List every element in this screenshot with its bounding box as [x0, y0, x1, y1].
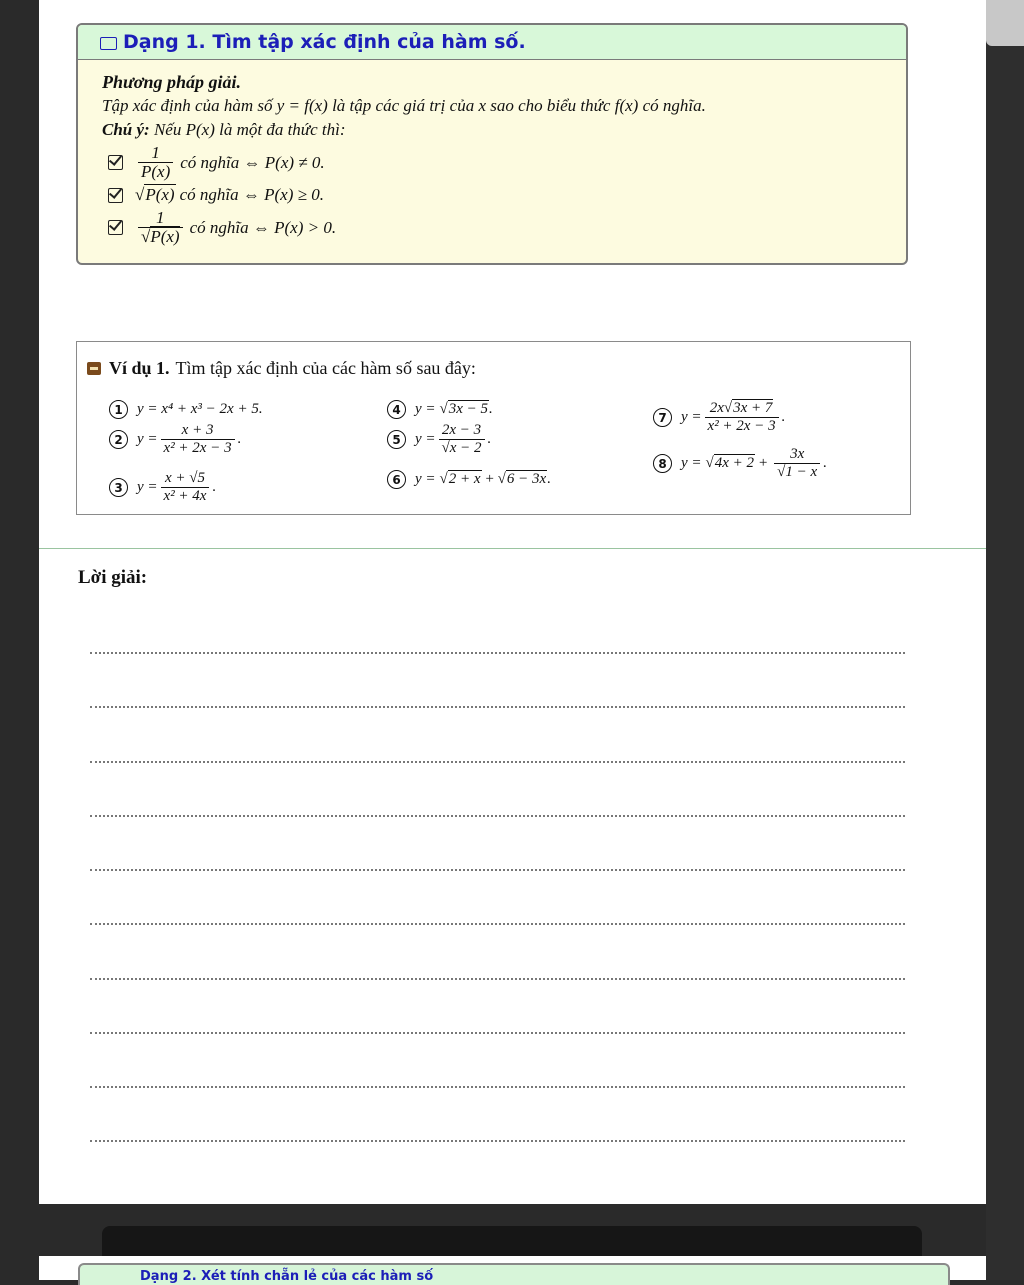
answer-line[interactable] [90, 1032, 905, 1034]
method-header-text: Dạng 1. Tìm tập xác định của hàm số. [123, 31, 526, 53]
checkbox-icon [108, 155, 123, 170]
video-icon [87, 362, 101, 375]
answer-line[interactable] [90, 815, 905, 817]
answer-line[interactable] [90, 706, 905, 708]
example-box [76, 341, 911, 515]
checkbox-icon [108, 188, 123, 203]
section-divider [39, 548, 986, 549]
right-margin [986, 0, 1024, 1280]
example-title: Ví dụ 1. Tìm tập xác định của các hàm số sau đây: [87, 358, 476, 379]
method-note: Chú ý: Nếu P(x) là một đa thức thì: [102, 120, 346, 139]
answer-line[interactable] [90, 869, 905, 871]
example-item-7: 7 y = $\frac{2x√3x + 7}{\text{x² + 2x − 3}}$ . [653, 400, 785, 435]
method-box [76, 23, 908, 265]
folder-icon [100, 37, 117, 50]
example-item-4: 4 y = √3x − 5 . [387, 400, 493, 419]
left-margin [0, 0, 39, 1280]
method-title: Phương pháp giải. [102, 72, 241, 92]
answer-line[interactable] [90, 652, 905, 654]
answer-line[interactable] [90, 761, 905, 763]
toolbar-strip [102, 1226, 922, 1260]
example-item-6: 6 y = √2 + x + √6 − 3x . [387, 470, 551, 489]
answer-line[interactable] [90, 1086, 905, 1088]
example-item-8: 8 y = √4x + 2 + $\frac{3x}{√1 - x}$ . [653, 446, 827, 481]
rule-2: √P(x) có nghĩa ⇔ P(x) ≥ 0. [108, 183, 906, 207]
answer-line[interactable] [90, 978, 905, 980]
rule-3: $\frac{1}{√P(x)}$ có nghĩa ⇔ P(x) > 0. [108, 209, 906, 246]
answer-line[interactable] [90, 923, 905, 925]
example-item-5: 5 y = $\frac{2x - 3}{√x - 2}$ . [387, 422, 491, 457]
method-definition: Tập xác định của hàm số y = f(x) là tập các giá trị của x sao cho biểu thức f(x) có nghĩa. [102, 96, 706, 115]
example-item-3: 3 y = $\frac{x + √5}{\text{x² + 4x}}$ . [109, 470, 216, 505]
solution-label: Lời giải: [78, 567, 148, 588]
rule-1: $\frac{1}{P(x)}$ có nghĩa ⇔ P(x) ≠ 0. [108, 144, 906, 181]
method-header [78, 25, 906, 60]
checkbox-icon [108, 220, 123, 235]
answer-line[interactable] [90, 1140, 905, 1142]
example-item-2: 2 y = $\frac{x + 3}{\text{x² + 2x − 3}}$ . [109, 422, 241, 457]
next-section-header: Dạng 2. Xét tính chẵn lẻ của các hàm số [78, 1263, 950, 1285]
scrollbar-thumb[interactable] [986, 0, 1024, 46]
example-item-1: 1 y = x⁴ + x³ − 2x + 5. [109, 400, 263, 419]
